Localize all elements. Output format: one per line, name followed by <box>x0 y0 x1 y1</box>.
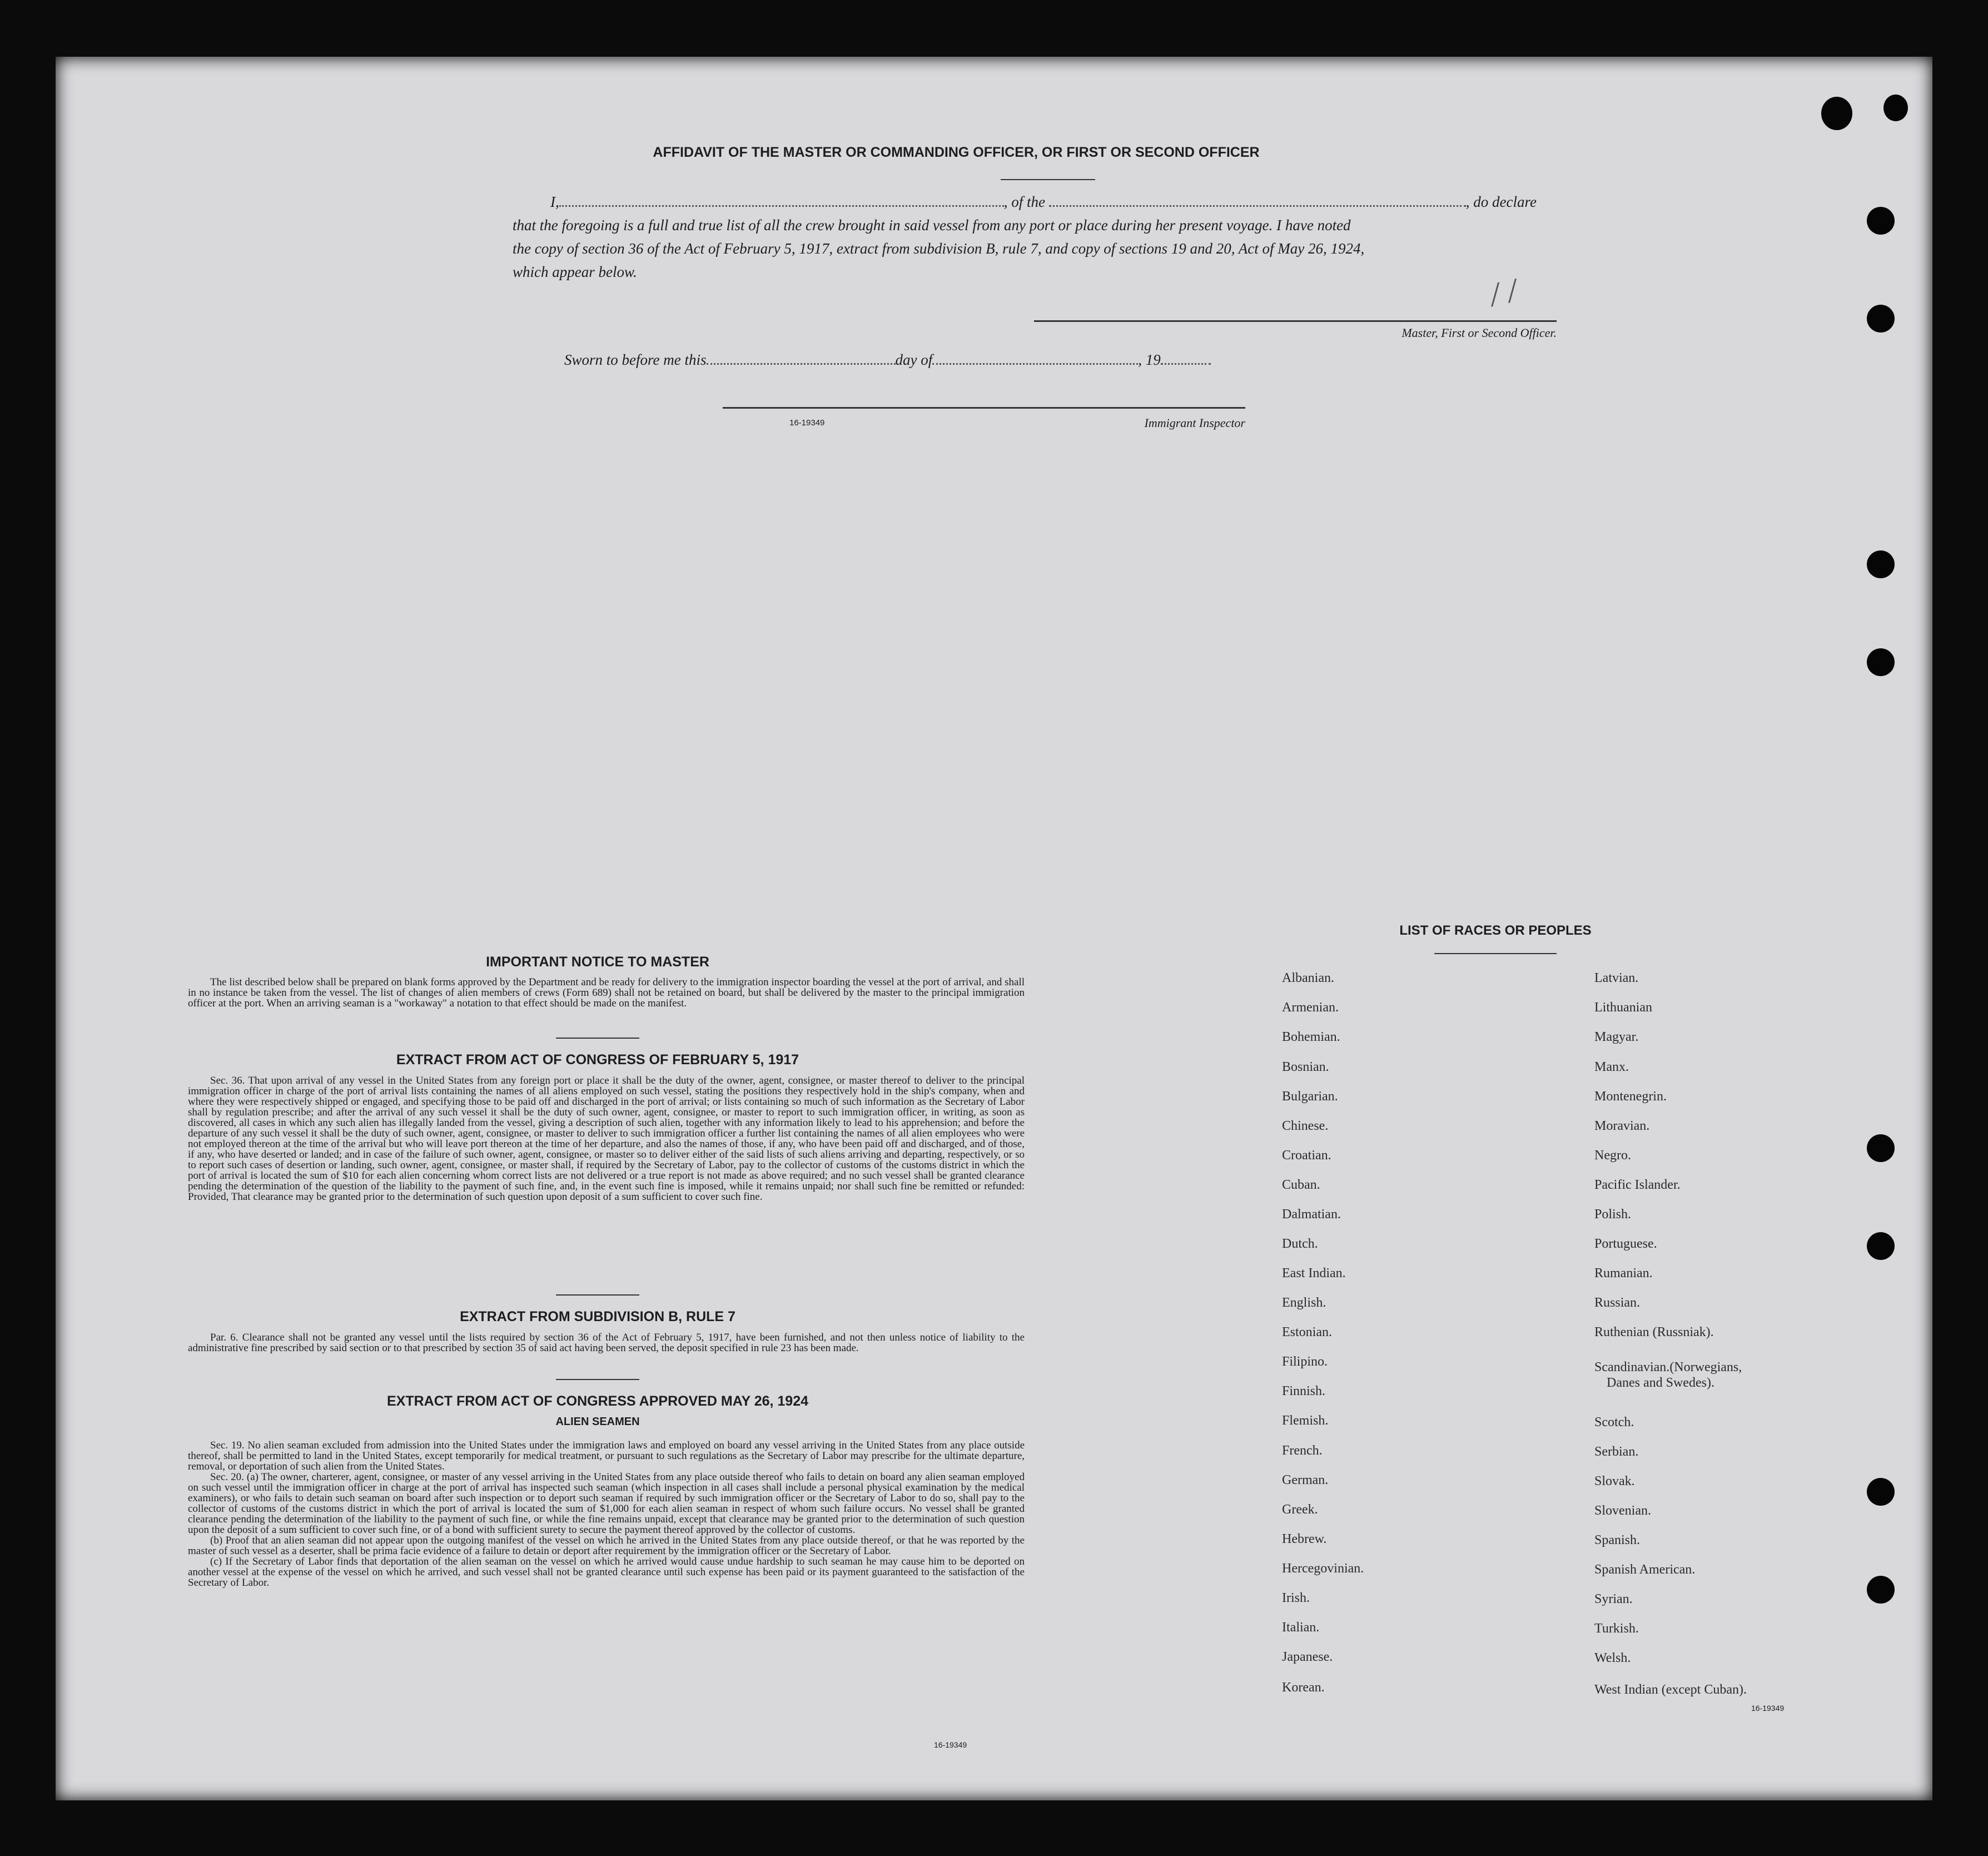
affidavit-line-4: which appear below. <box>513 264 637 280</box>
race-item: Chinese. <box>1282 1119 1329 1133</box>
punch-hole <box>1883 95 1908 121</box>
race-item: Japanese. <box>1282 1650 1333 1664</box>
race-item: Portuguese. <box>1594 1237 1657 1251</box>
punch-hole <box>1867 1576 1895 1604</box>
divider <box>556 1379 639 1380</box>
race-item: Slovenian. <box>1594 1503 1651 1518</box>
race-item: Serbian. <box>1594 1445 1639 1459</box>
race-item: Manx. <box>1594 1060 1629 1074</box>
extract-1917-text: Sec. 36. That upon arrival of any vessel in the United States from any foreign port or place it shall be the duty of the owner, agent, consignee, or master thereof to deliver to the principal immigration officer in charge of the port of arrival lists containing the names of all aliens employed on such vessel, stating the positions they respectively hold in the ship's company, when and where they were respectively shipped or engaged, and specifying those to be paid off and discharged in the port of arrival; or lists containing so much of such information as the Secretary of Labor shall by regulation prescribe; and after the arrival of any such vessel it shall be the duty of such owner, agent, consignee, or master to report to such immigration officer, in writing, as soon as discovered, all cases in which any such alien has illegally landed from the vessel, giving a description of such alien, together with any information likely to lead to his apprehension; and before the departure of any such vessel it shall be the duty of such owner, agent, consignee, or master to deliver to such immigration officer a further list containing the names of all alien employees who were not employed thereon at the time of the arrival but who will leave port thereon at the time of her departure, and also the names of those, if any, who have been paid off and discharged, and of those, if any, who have deserted or landed; and in case of the failure of such owner, agent, consignee, or master so to deliver either of the said lists of such aliens arriving and departing, respectively, or so to report such cases of desertion or landing, such owner, agent, consignee, or master shall, if required by the Secretary of Labor, pay to the collector of customs of the customs district in which the port of arrival is located the sum of $10 for each alien concerning whom correct lists are not delivered or a true report is not made as above required; and no such vessel shall be granted clearance pending the determination of the question of the liability to the payment of such fine, and, in the event such fine is imposed, while it remains unpaid; nor shall such fine be remitted or refunded: Provided, That clearance may be granted prior to the determination of such question upon deposit of a sum sufficient to cover such fine. <box>188 1075 1025 1203</box>
race-item: Danes and Swedes). <box>1607 1376 1714 1390</box>
punch-hole <box>1867 1478 1895 1506</box>
inspector-signature-line <box>723 407 1245 409</box>
race-item: Filipino. <box>1282 1354 1328 1369</box>
of-the-label: , of the <box>1003 193 1045 210</box>
punch-hole <box>1821 97 1852 130</box>
sworn-line <box>564 351 1211 369</box>
race-item: Croatian. <box>1282 1148 1331 1163</box>
punch-hole <box>1867 207 1895 235</box>
race-item: Armenian. <box>1282 1000 1339 1015</box>
sworn-day-field[interactable] <box>707 363 896 365</box>
day-of-label: day of <box>895 351 933 368</box>
race-item: Welsh. <box>1594 1651 1631 1665</box>
sec-20c-text: (c) If the Secretary of Labor finds that deportation of the alien seaman on the vessel on which he arrived would cause undue hardship to such seaman he may cause him to be deported on another vessel at the expense of the vessel on which he arrived, and such vessel shall not be granted clearance until such expense has been paid or its payment guaranteed to the satisfaction of the Secretary of Labor. <box>188 1556 1025 1589</box>
punch-hole <box>1867 550 1895 578</box>
signature-caption: Master, First or Second Officer. <box>1401 326 1557 340</box>
race-item: Spanish American. <box>1594 1562 1696 1577</box>
vessel-field[interactable] <box>1049 205 1466 207</box>
signature-line <box>1034 320 1557 322</box>
race-item: Latvian. <box>1594 971 1639 985</box>
races-heading: LIST OF RACES OR PEOPLES <box>1399 923 1592 938</box>
sworn-label: Sworn to before me this <box>564 351 707 368</box>
race-item: Irish. <box>1282 1591 1310 1605</box>
race-item: Flemish. <box>1282 1413 1329 1428</box>
race-item: Spanish. <box>1594 1533 1641 1547</box>
race-item: Syrian. <box>1594 1592 1633 1606</box>
divider <box>1434 953 1557 954</box>
affidavit-line-3: the copy of section 36 of the Act of February 5, 1917, extract from subdivision B, rule 7, and copy of sections 19 and 20, Act of May 26, 1924, <box>513 240 1365 257</box>
race-item: Montenegrin. <box>1594 1089 1667 1104</box>
notice-heading: IMPORTANT NOTICE TO MASTER <box>486 954 709 970</box>
race-item: Bulgarian. <box>1282 1089 1338 1104</box>
document-page <box>56 57 1932 1800</box>
year-label: , 19 <box>1138 351 1161 368</box>
race-item: Polish. <box>1594 1207 1632 1222</box>
race-item: Moravian. <box>1594 1119 1650 1133</box>
handwritten-signature: / / <box>1486 271 1520 314</box>
sworn-month-field[interactable] <box>932 363 1138 365</box>
form-number: 16-19349 <box>1751 1704 1785 1713</box>
sec-19-text: Sec. 19. No alien seaman excluded from admission into the United States under the immigration laws and employed on board any vessel arriving in the United States from any place outside thereof, shall be permitted to land in the United States, except temporarily for medical treatment, or pursuant to such regulations as the Secretary of Labor may prescribe for the ultimate departure, removal, or deportation of such alien from the United States. <box>188 1440 1025 1472</box>
race-item: Dalmatian. <box>1282 1207 1341 1222</box>
punch-hole <box>1867 1134 1895 1162</box>
punch-hole <box>1867 1232 1895 1260</box>
race-item: Greek. <box>1282 1502 1318 1517</box>
race-item: Ruthenian (Russniak). <box>1594 1325 1714 1339</box>
race-item: French. <box>1282 1443 1323 1458</box>
inspector-caption: Immigrant Inspector <box>1144 416 1245 430</box>
sec-20b-text: (b) Proof that an alien seaman did not appear upon the outgoing manifest of the vessel on which he arrived in the United States from any place outside thereof, or that he was reported by the master of such vessel as a deserter, shall be prima facie evidence of a failure to detain or deport after requirement by the immigration officer or the Secretary of Labor. <box>188 1535 1025 1557</box>
race-item: Korean. <box>1282 1680 1325 1695</box>
race-item: Russian. <box>1594 1296 1641 1310</box>
race-item: Rumanian. <box>1594 1266 1653 1281</box>
punch-hole <box>1867 648 1895 676</box>
race-item: Dutch. <box>1282 1237 1318 1251</box>
name-field[interactable] <box>559 205 1004 207</box>
race-item: English. <box>1282 1296 1326 1310</box>
race-item: West Indian (except Cuban). <box>1594 1683 1747 1697</box>
sec-20a-text: Sec. 20. (a) The owner, charterer, agent, consignee, or master of any vessel arriving in the United States from any place outside thereof who fails to detain on board any alien seaman employed on such vessel until the immigration officer in charge at the port of arrival has inspected such seaman (which inspection in all cases shall include a personal physical examination by the medical examiners), or who fails to detain such seaman on board after such inspection or to deport such seaman if required by such immigration officer or the Secretary of Labor to do so, shall pay to the collector of customs of the customs district in which the port of arrival is located the sum of $1,000 for each alien seaman in respect of whom such failure occurs. No vessel shall be granted clearance pending the determination of the liability to the payment of such fine, or while the fine remains unpaid, except that clearance may be granted prior to the determination of such question upon the deposit of a sum sufficient to cover such fine, or of a bond with sufficient surety to secure the payment thereof approved by the collector of customs. <box>188 1471 1025 1536</box>
race-item: Slovak. <box>1594 1474 1635 1488</box>
divider <box>1001 179 1095 180</box>
i-label: I, <box>550 193 559 210</box>
race-item: Pacific Islander. <box>1594 1178 1681 1192</box>
race-item: Hebrew. <box>1282 1532 1327 1546</box>
race-item: Italian. <box>1282 1620 1320 1635</box>
race-item: Magyar. <box>1594 1030 1639 1044</box>
race-item: Scandinavian.(Norwegians, <box>1594 1360 1742 1374</box>
affidavit-line-2: that the foregoing is a full and true list of all the crew brought in said vessel from any port or place during her present voyage. I have noted <box>513 217 1351 234</box>
declare-label: , do declare <box>1465 193 1537 210</box>
extract-1924-text <box>188 1440 1025 1588</box>
divider <box>556 1038 639 1039</box>
race-item: Cuban. <box>1282 1178 1320 1192</box>
form-number: 16-19349 <box>934 1740 967 1749</box>
sworn-year-field[interactable] <box>1161 363 1211 365</box>
affidavit-line-1 <box>550 193 1612 211</box>
form-number: 16-19349 <box>789 418 825 428</box>
race-item: Turkish. <box>1594 1621 1639 1636</box>
race-item: Finnish. <box>1282 1384 1326 1398</box>
race-item: Lithuanian <box>1594 1000 1652 1015</box>
extract-rule7-heading: EXTRACT FROM SUBDIVISION B, RULE 7 <box>460 1309 735 1324</box>
race-item: Albanian. <box>1282 971 1334 985</box>
extract-1917-heading: EXTRACT FROM ACT OF CONGRESS OF FEBRUARY 5, 1917 <box>396 1052 799 1068</box>
affidavit-title: AFFIDAVIT OF THE MASTER OR COMMANDING OFFICER, OR FIRST OR SECOND OFFICER <box>653 145 1260 160</box>
race-item: German. <box>1282 1473 1329 1487</box>
race-item: Hercegovinian. <box>1282 1561 1364 1576</box>
race-item: Bohemian. <box>1282 1030 1340 1044</box>
race-item: Bosnian. <box>1282 1060 1329 1074</box>
extract-1924-subheading: ALIEN SEAMEN <box>555 1416 640 1428</box>
extract-rule7-text: Par. 6. Clearance shall not be granted any vessel until the lists required by section 36 of the Act of February 5, 1917, have been furnished, and not then unless notice of liability to the administrative fine prescribed by said section or to that prescribed by section 35 of said act having been served, the deposit specified in rule 23 has been made. <box>188 1332 1025 1354</box>
race-item: East Indian. <box>1282 1266 1346 1281</box>
punch-hole <box>1867 305 1895 333</box>
race-item: Estonian. <box>1282 1325 1332 1339</box>
notice-text: The list described below shall be prepared on blank forms approved by the Department and be ready for delivery to the immigration inspector boarding the vessel at the port of arrival, and shall in no instance be taken from the vessel. The list of changes of alien members of crews (Form 689) shall not be retained on board, but shall be delivered by the master to the principal immigration officer at the port. When an arriving seaman is a "workaway" a notation to that effect should be made on the manifest. <box>188 976 1025 1009</box>
extract-1924-heading: EXTRACT FROM ACT OF CONGRESS APPROVED MAY 26, 1924 <box>386 1393 809 1409</box>
divider <box>556 1294 639 1296</box>
race-item: Negro. <box>1594 1148 1631 1163</box>
race-item: Scotch. <box>1594 1415 1634 1430</box>
